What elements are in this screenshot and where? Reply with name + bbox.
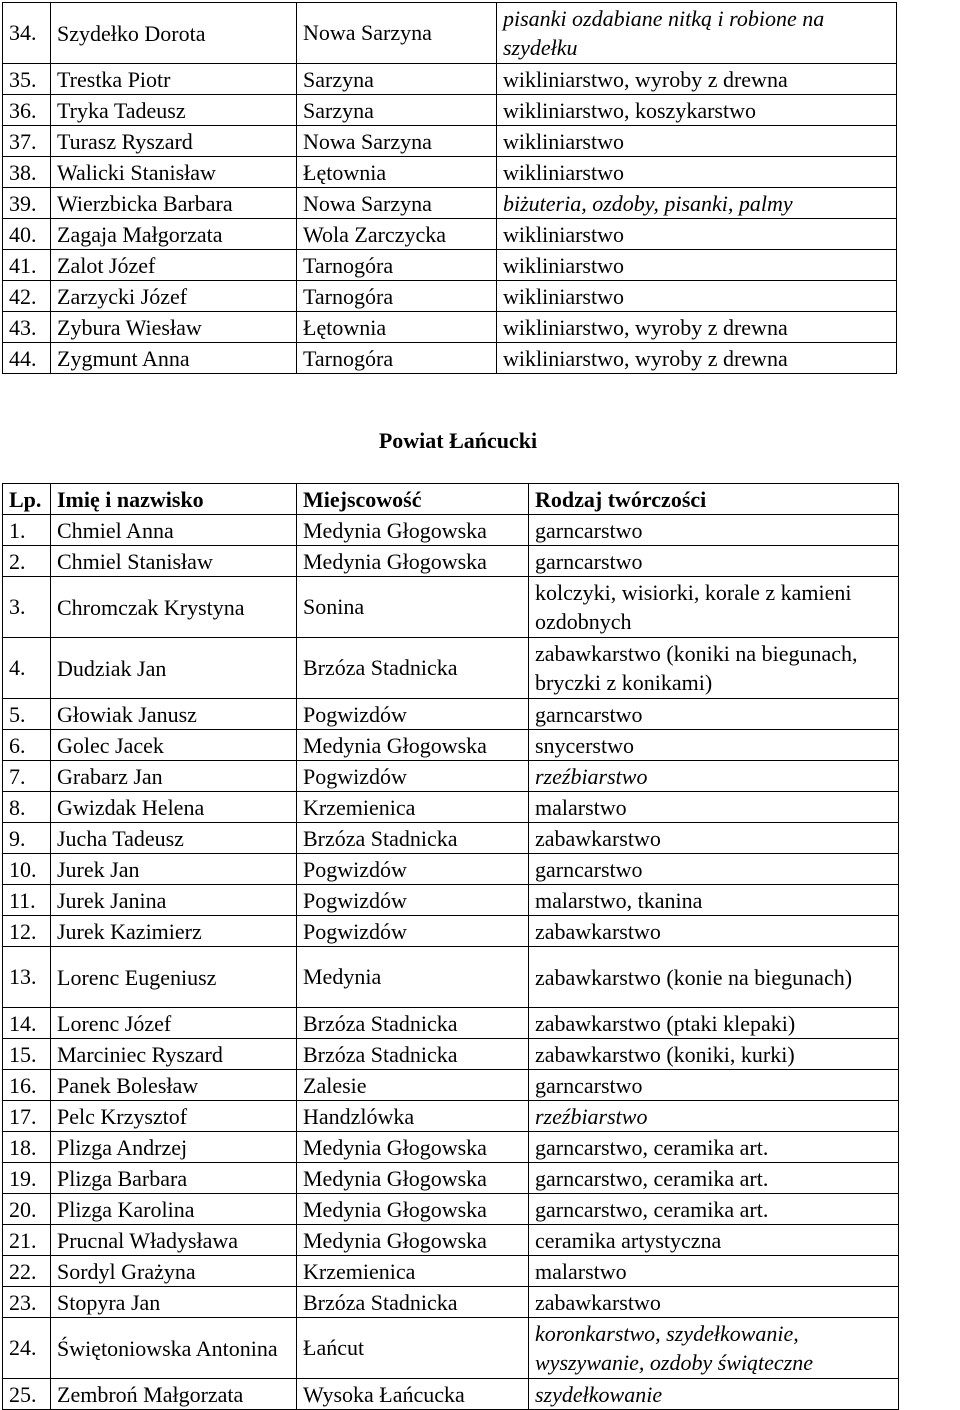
cell-type: zabawkarstwo (koniki, kurki) — [529, 1039, 899, 1070]
cell-lp: 12. — [3, 916, 51, 947]
cell-lp: 36. — [3, 95, 51, 126]
cell-type: koronkarstwo, szydełkowanie, wyszywanie, ozdoby świąteczne — [529, 1318, 899, 1379]
table-row — [3, 885, 899, 916]
cell-lp: 19. — [3, 1163, 51, 1194]
cell-name: Marciniec Ryszard — [51, 1039, 297, 1070]
cell-lp: 11. — [3, 885, 51, 916]
cell-place: Pogwizdów — [297, 885, 529, 916]
cell-type: wikliniarstwo, wyroby z drewna — [497, 64, 897, 95]
cell-place: Pogwizdów — [297, 699, 529, 730]
cell-place: Nowa Sarzyna — [297, 188, 497, 219]
cell-lp: 39. — [3, 188, 51, 219]
cell-name: Chmiel Stanisław — [51, 546, 297, 577]
table-row — [3, 250, 897, 281]
cell-type: zabawkarstwo — [529, 1287, 899, 1318]
cell-type: biżuteria, ozdoby, pisanki, palmy — [497, 188, 897, 219]
cell-type: zabawkarstwo (konie na biegunach) — [529, 947, 899, 1008]
cell-place: Wola Zarczycka — [297, 219, 497, 250]
cell-name: Zygmunt Anna — [51, 343, 297, 374]
table-row — [3, 3, 897, 64]
cell-place: Tarnogóra — [297, 250, 497, 281]
artists-table-continued — [2, 2, 897, 374]
cell-lp: 3. — [3, 577, 51, 638]
cell-type: malarstwo, tkanina — [529, 885, 899, 916]
cell-name: Zarzycki Józef — [51, 281, 297, 312]
cell-lp: 20. — [3, 1194, 51, 1225]
cell-lp: 41. — [3, 250, 51, 281]
cell-type: wikliniarstwo — [497, 250, 897, 281]
table-row — [3, 64, 897, 95]
cell-name: Zagaja Małgorzata — [51, 219, 297, 250]
table-row — [3, 95, 897, 126]
cell-place: Medynia Głogowska — [297, 546, 529, 577]
cell-place: Tarnogóra — [297, 281, 497, 312]
cell-lp: 35. — [3, 64, 51, 95]
cell-lp: 8. — [3, 792, 51, 823]
lancut-table-body — [3, 515, 899, 1410]
cell-type: zabawkarstwo — [529, 823, 899, 854]
cell-place: Krzemienica — [297, 792, 529, 823]
table-header-row — [3, 484, 899, 515]
table-row — [3, 854, 899, 885]
table-row — [3, 1101, 899, 1132]
cell-lp: 38. — [3, 157, 51, 188]
cell-place: Medynia Głogowska — [297, 1132, 529, 1163]
cell-lp: 18. — [3, 1132, 51, 1163]
cell-type: ceramika artystyczna — [529, 1225, 899, 1256]
cell-lp: 37. — [3, 126, 51, 157]
table-row — [3, 1039, 899, 1070]
cell-name: Plizga Karolina — [51, 1194, 297, 1225]
cell-lp: 40. — [3, 219, 51, 250]
cell-lp: 13. — [3, 947, 51, 1008]
cell-place: Brzóza Stadnicka — [297, 638, 529, 699]
cell-type: malarstwo — [529, 1256, 899, 1287]
cell-lp: 25. — [3, 1379, 51, 1410]
cell-place: Brzóza Stadnicka — [297, 823, 529, 854]
cell-type: wikliniarstwo — [497, 219, 897, 250]
cell-lp: 34. — [3, 3, 51, 64]
cell-lp: 44. — [3, 343, 51, 374]
cell-type: malarstwo — [529, 792, 899, 823]
table-row — [3, 1194, 899, 1225]
cell-name: Pelc Krzysztof — [51, 1101, 297, 1132]
cell-name: Szydełko Dorota — [51, 3, 297, 64]
table-row — [3, 947, 899, 1008]
cell-place: Medynia Głogowska — [297, 1163, 529, 1194]
table-row — [3, 188, 897, 219]
cell-name: Sordyl Grażyna — [51, 1256, 297, 1287]
cell-place: Pogwizdów — [297, 854, 529, 885]
cell-type: garncarstwo, ceramika art. — [529, 1194, 899, 1225]
table-row — [3, 1008, 899, 1039]
cell-name: Wierzbicka Barbara — [51, 188, 297, 219]
cell-lp: 7. — [3, 761, 51, 792]
table-row — [3, 761, 899, 792]
cell-name: Turasz Ryszard — [51, 126, 297, 157]
cell-name: Gwizdak Helena — [51, 792, 297, 823]
table-row — [3, 1379, 899, 1410]
table-row — [3, 730, 899, 761]
lancut-artists-table — [2, 483, 899, 1410]
cell-name: Lorenc Józef — [51, 1008, 297, 1039]
table-row — [3, 546, 899, 577]
cell-name: Prucnal Władysława — [51, 1225, 297, 1256]
cell-lp: 2. — [3, 546, 51, 577]
cell-place: Pogwizdów — [297, 761, 529, 792]
cell-type: wikliniarstwo, koszykarstwo — [497, 95, 897, 126]
header-place: Miejscowość — [297, 484, 529, 515]
cell-lp: 21. — [3, 1225, 51, 1256]
cell-place: Sarzyna — [297, 64, 497, 95]
cell-place: Tarnogóra — [297, 343, 497, 374]
cell-name: Lorenc Eugeniusz — [51, 947, 297, 1008]
cell-place: Pogwizdów — [297, 916, 529, 947]
cell-place: Zalesie — [297, 1070, 529, 1101]
table-row — [3, 1163, 899, 1194]
table-row — [3, 343, 897, 374]
cell-lp: 16. — [3, 1070, 51, 1101]
cell-name: Jurek Kazimierz — [51, 916, 297, 947]
table-row — [3, 792, 899, 823]
cell-lp: 17. — [3, 1101, 51, 1132]
cell-name: Głowiak Janusz — [51, 699, 297, 730]
cell-name: Jucha Tadeusz — [51, 823, 297, 854]
cell-place: Wysoka Łańcucka — [297, 1379, 529, 1410]
table-row — [3, 638, 899, 699]
cell-type: garncarstwo — [529, 854, 899, 885]
cell-name: Trestka Piotr — [51, 64, 297, 95]
table-row — [3, 515, 899, 546]
cell-place: Sarzyna — [297, 95, 497, 126]
cell-lp: 22. — [3, 1256, 51, 1287]
table-row — [3, 1070, 899, 1101]
table-row — [3, 1287, 899, 1318]
cell-place: Łańcut — [297, 1318, 529, 1379]
cell-place: Medynia — [297, 947, 529, 1008]
cell-type: szydełkowanie — [529, 1379, 899, 1410]
cell-name: Świętoniowska Antonina — [51, 1318, 297, 1379]
cell-name: Stopyra Jan — [51, 1287, 297, 1318]
cell-name: Golec Jacek — [51, 730, 297, 761]
cell-lp: 14. — [3, 1008, 51, 1039]
cell-name: Walicki Stanisław — [51, 157, 297, 188]
cell-place: Brzóza Stadnicka — [297, 1287, 529, 1318]
cell-lp: 24. — [3, 1318, 51, 1379]
cell-lp: 10. — [3, 854, 51, 885]
table-row — [3, 916, 899, 947]
table-row — [3, 699, 899, 730]
cell-type: wikliniarstwo — [497, 281, 897, 312]
section-title: Powiat Łańcucki — [378, 428, 538, 453]
cell-lp: 43. — [3, 312, 51, 343]
table-row — [3, 1132, 899, 1163]
cell-name: Zembroń Małgorzata — [51, 1379, 297, 1410]
cell-type: snycerstwo — [529, 730, 899, 761]
cell-lp: 6. — [3, 730, 51, 761]
header-lp: Lp. — [3, 484, 51, 515]
cell-place: Krzemienica — [297, 1256, 529, 1287]
table-row — [3, 823, 899, 854]
cell-name: Jurek Jan — [51, 854, 297, 885]
cell-lp: 23. — [3, 1287, 51, 1318]
table-row — [3, 126, 897, 157]
cell-type: wikliniarstwo, wyroby z drewna — [497, 312, 897, 343]
cell-place: Nowa Sarzyna — [297, 126, 497, 157]
cell-type: garncarstwo — [529, 699, 899, 730]
table-row — [3, 1256, 899, 1287]
cell-place: Medynia Głogowska — [297, 1225, 529, 1256]
cell-lp: 5. — [3, 699, 51, 730]
cell-name: Dudziak Jan — [51, 638, 297, 699]
cell-type: zabawkarstwo (koniki na biegunach, bryczki z konikami) — [529, 638, 899, 699]
cell-place: Nowa Sarzyna — [297, 3, 497, 64]
cell-place: Medynia Głogowska — [297, 515, 529, 546]
header-name: Imię i nazwisko — [51, 484, 297, 515]
cell-type: wikliniarstwo — [497, 126, 897, 157]
table-row — [3, 312, 897, 343]
header-type: Rodzaj twórczości — [529, 484, 899, 515]
cell-place: Łętownia — [297, 157, 497, 188]
cell-type: zabawkarstwo (ptaki klepaki) — [529, 1008, 899, 1039]
artists-table-body — [3, 3, 897, 374]
cell-lp: 42. — [3, 281, 51, 312]
table-row — [3, 219, 897, 250]
cell-type: garncarstwo — [529, 1070, 899, 1101]
cell-place: Brzóza Stadnicka — [297, 1039, 529, 1070]
cell-type: wikliniarstwo, wyroby z drewna — [497, 343, 897, 374]
cell-lp: 15. — [3, 1039, 51, 1070]
cell-lp: 4. — [3, 638, 51, 699]
cell-type: kolczyki, wisiorki, korale z kamieni ozdobnych — [529, 577, 899, 638]
cell-type: pisanki ozdabiane nitką i robione na szydełku — [497, 3, 897, 64]
cell-lp: 9. — [3, 823, 51, 854]
cell-place: Medynia Głogowska — [297, 730, 529, 761]
table-row — [3, 1225, 899, 1256]
cell-name: Tryka Tadeusz — [51, 95, 297, 126]
cell-name: Zybura Wiesław — [51, 312, 297, 343]
cell-type: garncarstwo — [529, 546, 899, 577]
cell-lp: 1. — [3, 515, 51, 546]
cell-type: rzeźbiarstwo — [529, 761, 899, 792]
cell-name: Jurek Janina — [51, 885, 297, 916]
cell-type: rzeźbiarstwo — [529, 1101, 899, 1132]
cell-type: garncarstwo, ceramika art. — [529, 1132, 899, 1163]
cell-type: garncarstwo, ceramika art. — [529, 1163, 899, 1194]
cell-place: Łętownia — [297, 312, 497, 343]
cell-name: Plizga Andrzej — [51, 1132, 297, 1163]
cell-name: Panek Bolesław — [51, 1070, 297, 1101]
table-row — [3, 1318, 899, 1379]
table-row — [3, 157, 897, 188]
cell-place: Medynia Głogowska — [297, 1194, 529, 1225]
cell-name: Chromczak Krystyna — [51, 577, 297, 638]
table-row — [3, 577, 899, 638]
cell-name: Zalot Józef — [51, 250, 297, 281]
cell-place: Brzóza Stadnicka — [297, 1008, 529, 1039]
cell-type: wikliniarstwo — [497, 157, 897, 188]
cell-type: zabawkarstwo — [529, 916, 899, 947]
cell-name: Chmiel Anna — [51, 515, 297, 546]
cell-place: Sonina — [297, 577, 529, 638]
cell-name: Grabarz Jan — [51, 761, 297, 792]
cell-place: Handzlówka — [297, 1101, 529, 1132]
cell-name: Plizga Barbara — [51, 1163, 297, 1194]
cell-type: garncarstwo — [529, 515, 899, 546]
table-row — [3, 281, 897, 312]
